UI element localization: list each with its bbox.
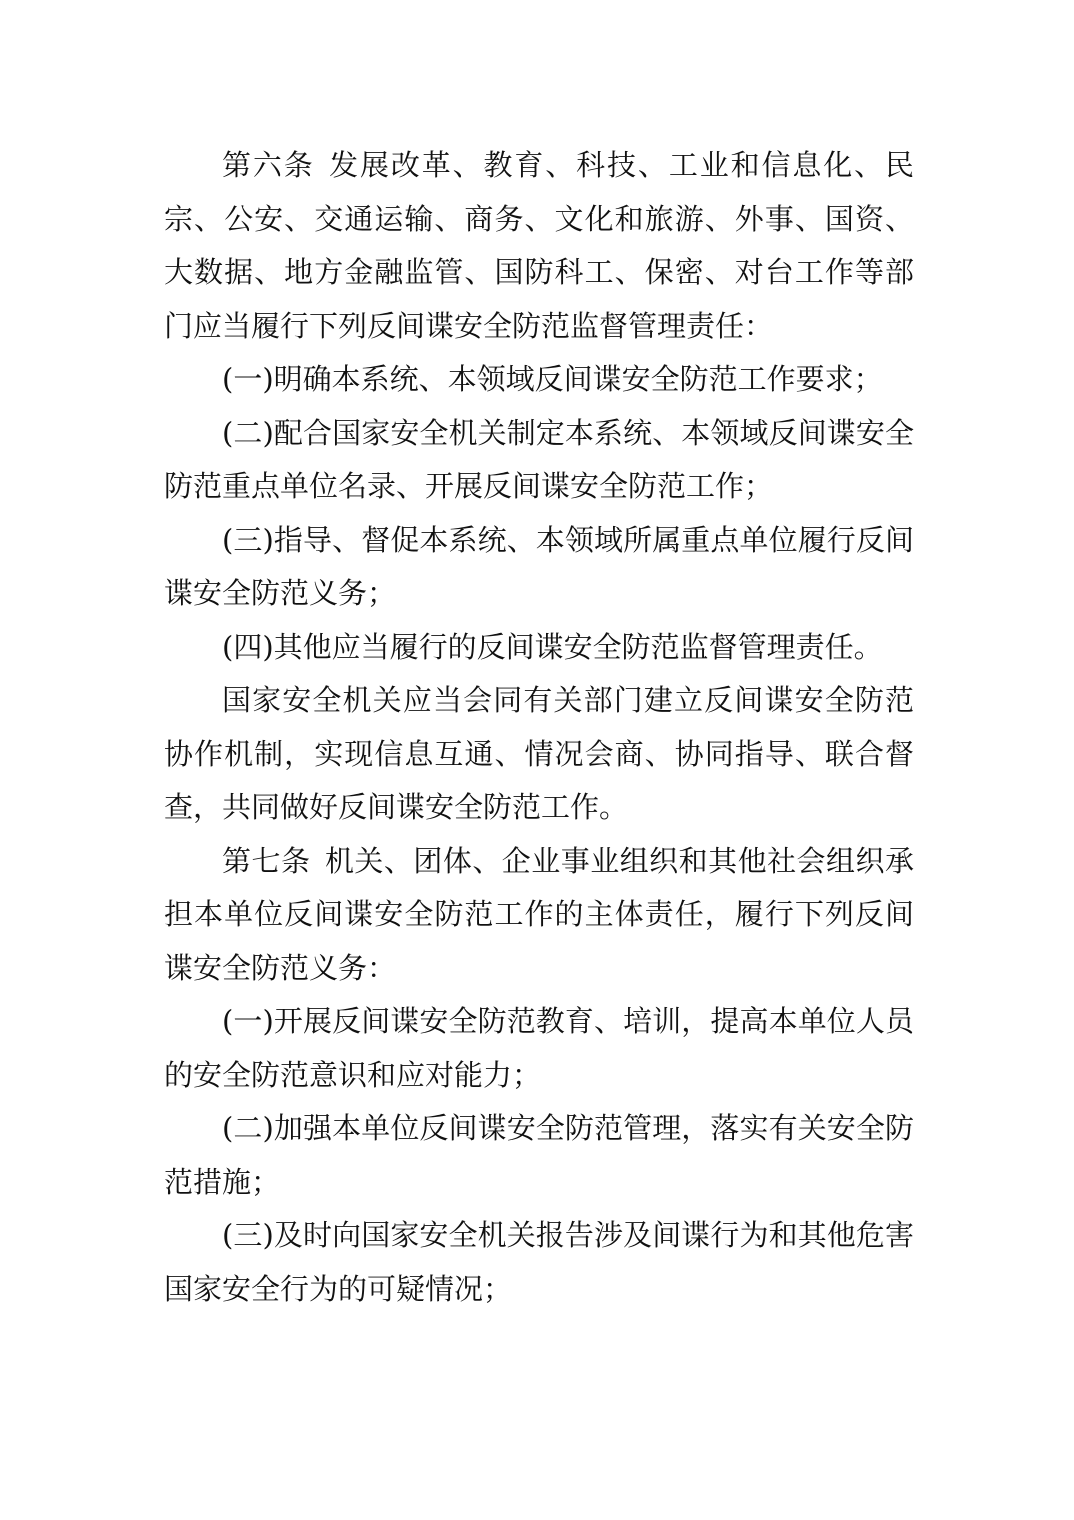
paragraph-text: (一)开展反间谍安全防范教育、培训，提高本单位人员的安全防范意识和应对能力； [164, 1004, 914, 1092]
paragraph-article-6 [164, 139, 914, 353]
paragraph-cooperation [164, 674, 914, 835]
paragraph-text: (三)指导、督促本系统、本领域所属重点单位履行反间谍安全防范义务； [164, 522, 914, 610]
article-number: 第六条 [222, 148, 315, 182]
paragraph-item-1 [164, 353, 914, 407]
paragraph-text: 机关、团体、企业事业组织和其他社会组织承担本单位反间谍安全防范工作的主体责任，履行下列反间谍安全防范义务： [164, 843, 914, 985]
paragraph-text: (一)明确本系统、本领域反间谍安全防范工作要求； [222, 362, 883, 396]
paragraph-duty-2 [164, 1102, 914, 1209]
paragraph-text: (四)其他应当履行的反间谍安全防范监督管理责任。 [222, 629, 883, 664]
paragraph-item-4 [164, 621, 914, 675]
paragraph-text: (二)加强本单位反间谍安全防范管理，落实有关安全防范措施； [164, 1111, 914, 1199]
paragraph-text: 发展改革、教育、科技、工业和信息化、民宗、公安、交通运输、商务、文化和旅游、外事、国资、大数据、地方金融监管、国防科工、保密、对台工作等部门应当履行下列反间谍安全防范监督管理责任： [164, 148, 914, 343]
paragraph-article-7 [164, 835, 914, 996]
paragraph-duty-1 [164, 995, 914, 1102]
article-number: 第七条 [222, 843, 311, 878]
paragraph-text: 国家安全机关应当会同有关部门建立反间谍安全防范协作机制，实现信息互通、情况会商、协同指导、联合督查，共同做好反间谍安全防范工作。 [164, 683, 914, 824]
paragraph-text: (三)及时向国家安全机关报告涉及间谍行为和其他危害国家安全行为的可疑情况； [164, 1218, 914, 1306]
paragraph-text: (二)配合国家安全机关制定本系统、本领域反间谍安全防范重点单位名录、开展反间谍安全防范工作； [164, 415, 914, 503]
document-body [164, 139, 914, 1316]
paragraph-duty-3 [164, 1209, 914, 1316]
paragraph-item-2 [164, 407, 914, 514]
paragraph-item-3 [164, 514, 914, 621]
